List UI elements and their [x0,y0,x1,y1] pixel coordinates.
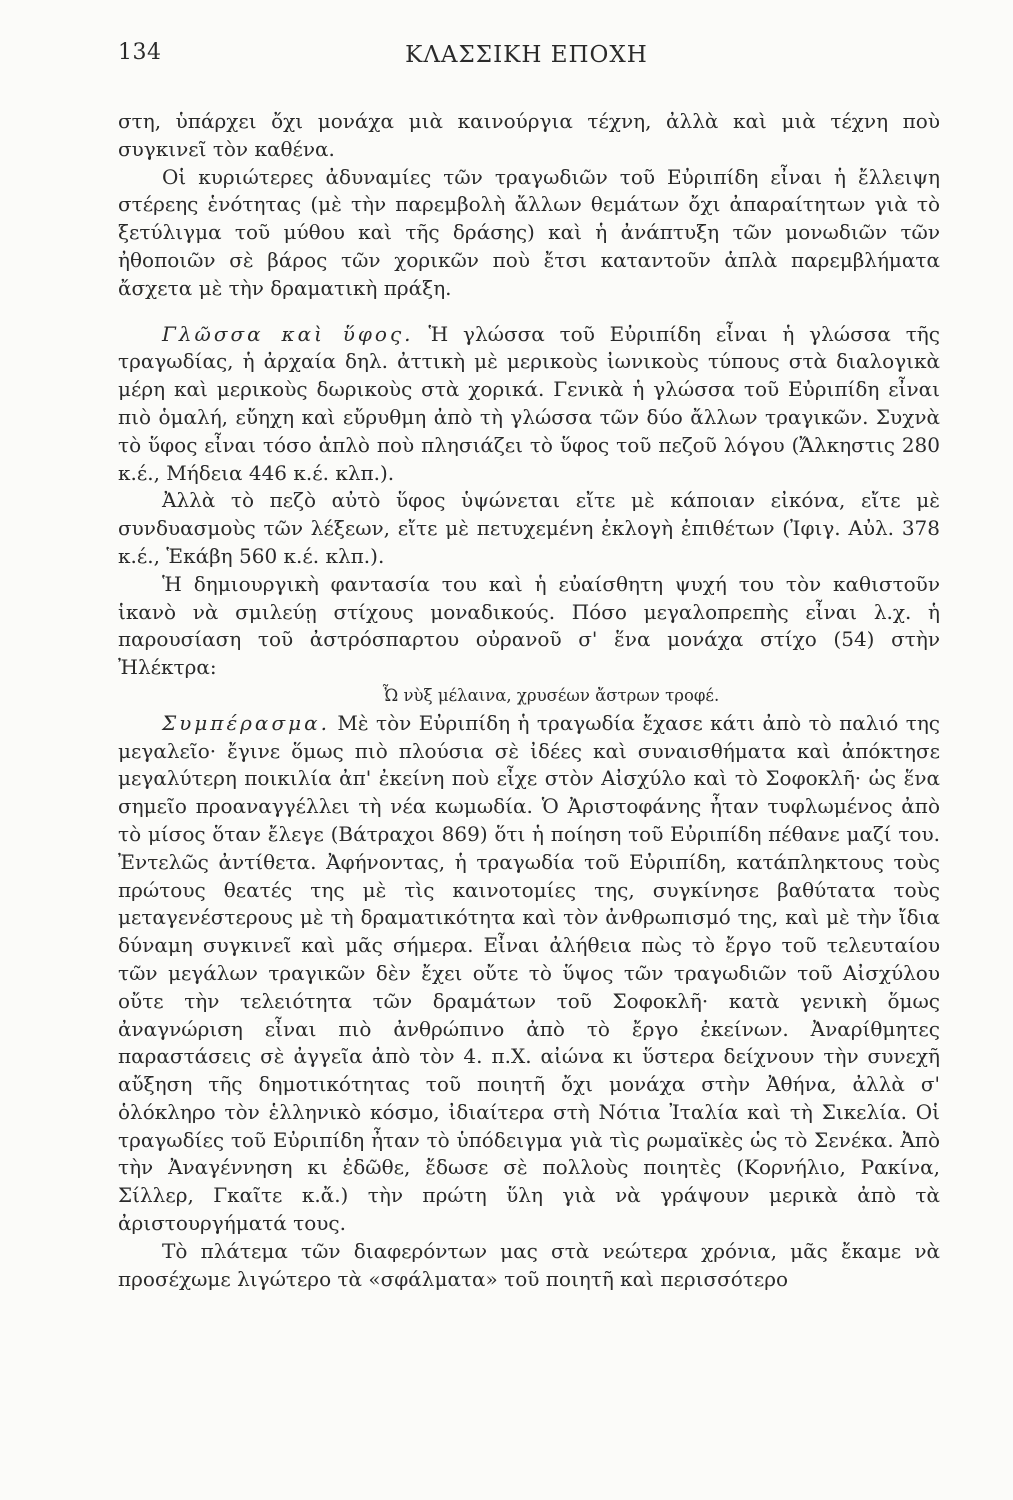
paragraph-elevated-style: Ἀλλὰ τὸ πεζὸ αὐτὸ ὕφος ὑψώνεται εἴτε μὲ κάποιαν εἰκόνα, εἴτε μὲ συνδυασμοὺς τῶν λέξεων, εἴτε μὲ πετυχεμένη ἐκλογὴ ἐπιθέτων (Ἰφιγ. Αὐλ. 378 κ.έ., Ἑκάβη 560 κ.έ. κλπ.). [118,488,940,568]
paragraph-language-style [118,321,940,488]
paragraph-imagination: Ἡ δημιουργικὴ φαντασία του καὶ ἡ εὐαίσθητη ψυχή του τὸν καθιστοῦν ἱκανὸ νὰ σμιλεύῃ στίχους μοναδικούς. Πόσο μεγαλοπρεπὴς εἶναι λ.χ. ἡ παρουσίαση τοῦ ἀστρόσπαρτου οὐρανοῦ σ' ἕνα μονάχα στίχο (54) στὴν Ἠλέκτρα: [118,571,940,680]
paragraph-final: Τὸ πλάτεμα τῶν διαφερόντων μας στὰ νεώτερα χρόνια, μᾶς ἔκαμε νὰ προσέχωμε λιγώτερο τὰ «σφάλματα» τοῦ ποιητῆ καὶ περισσότερο [118,1238,940,1291]
section-heading-conclusion: Συμπέρασμα. [162,710,330,735]
page-number: 134 [118,40,162,65]
running-title: ΚΛΑΣΣΙΚΗ ΕΠΟΧΗ [405,42,648,68]
paragraph-language-text: Ἡ γλώσσα τοῦ Εὐριπίδη εἶναι ἡ γλώσσα τῆς τραγωδίας, ἡ ἀρχαία δηλ. ἀττικὴ μὲ μερικοὺς ἰωνικοὺς τύπους στὰ διαλογικὰ μέρη καὶ μερικοὺς δωρικοὺς στὰ χορικά. Γενικὰ ἡ γλώσσα τοῦ Εὐριπίδη εἶναι πιὸ ὁμαλή, εὔηχη καὶ εὔρυθμη ἀπὸ τὴ γλώσσα τῶν δύο ἄλλων τραγικῶν. Συχνὰ τὸ ὕφος εἶναι τόσο ἁπλὸ ποὺ πλησιάζει τὸ ὕφος τοῦ πεζοῦ λόγου (Ἄλκηστις 280 κ.έ., Μήδεια 446 κ.έ. κλπ.). [118,321,940,485]
verse-quote: Ὦ νὺξ μέλαινα, χρυσέων ἄστρων τροφέ. [382,685,720,705]
paragraph-conclusion-text: Μὲ τὸν Εὐριπίδη ἡ τραγωδία ἔχασε κάτι ἀπὸ τὸ παλιό της μεγαλεῖο· ἔγινε ὅμως πιὸ πλούσια σὲ ἰδέες καὶ συναισθήματα καὶ ἀπόκτησε μεγαλύτερη ποικιλία ἀπ' ἐκείνη ποὺ εἶχε στὸν Αἰσχύλο καὶ τὸ Σοφοκλῆ· ὡς ἕνα σημεῖο προαναγγέλλει τὴ νέα κωμωδία. Ὁ Ἀριστοφάνης ἦταν τυφλωμένος ἀπὸ τὸ μίσος ὅταν ἔλεγε (Βάτραχοι 869) ὅτι ἡ ποίηση τοῦ Εὐριπίδη πέθανε μαζί του. Ἐντελῶς ἀντίθετα. Ἀφήνοντας, ἡ τραγωδία τοῦ Εὐριπίδη, κατάπληκτους τοὺς πρώτους θεατές της μὲ τὶς καινοτομίες της, συγκίνησε βαθύτατα τοὺς μεταγενέστερους μὲ τὴ δραματικότητα καὶ τὸν ἀνθρωπισμό της, καὶ μὲ τὴν ἴδια δύναμη συγκινεῖ καὶ μᾶς σήμερα. Εἶναι ἀλήθεια πὼς τὸ ἔργο τοῦ τελευταίου τῶν μεγάλων τραγικῶν δὲν ἔχει οὔτε τὸ ὕψος τῶν τραγωδιῶν τοῦ Αἰσχύλου οὔτε τὴν τελειότητα τῶν δραμάτων τοῦ Σοφοκλῆ· κατὰ γενικὴ ὅμως ἀναγνώριση εἶναι πιὸ ἀνθρώπινο ἀπὸ τὸ ἔργο ἐκείνων. Ἀναρίθμητες παραστάσεις σὲ ἀγγεῖα ἀπὸ τὸν 4. π.Χ. αἰώνα κι ὕστερα δείχνουν τὴν συνεχῆ αὔξηση τῆς δημοτικότητας τοῦ ποιητῆ ὄχι μονάχα στὴν Ἀθήνα, ἀλλὰ σ' ὁλόκληρο τὸν ἑλληνικὸ κόσμο, ἰδιαίτερα στὴ Νότια Ἰταλία καὶ τὴ Σικελία. Οἱ τραγωδίες τοῦ Εὐριπίδη ἦταν τὸ ὑπόδειγμα γιὰ τὶς ρωμαϊκὲς ὡς τὸ Σενέκα. Ἀπὸ τὴν Ἀναγέννηση κι ἐδῶθε, ἔδωσε σὲ πολλοὺς ποιητὲς (Κορνήλιο, Ρακίνα, Σίλλερ, Γκαῖτε κ.ἄ.) τὴν πρώτη ὕλη γιὰ νὰ γράψουν μερικὰ ἀπὸ τὰ ἀριστουργήματά τους. [118,710,941,1236]
paragraph-conclusion [118,710,940,1238]
paragraph-continued: στη, ὑπάρχει ὄχι μονάχα μιὰ καινούργια τέχνη, ἀλλὰ καὶ μιὰ τέχνη ποὺ συγκινεῖ τὸν καθένα. [118,109,940,161]
paragraph-weaknesses: Οἱ κυριώτερες ἀδυναμίες τῶν τραγωδιῶν τοῦ Εὐριπίδη εἶναι ἡ ἔλλειψη στέρεης ἑνότητας (μὲ τὴν παρεμβολὴ ἄλλων θεμάτων ὄχι ἀπαραίτητων γιὰ τὸ ξετύλιγμα τοῦ μύθου καὶ τῆς δράσης) καὶ ἡ ἀνάπτυξη τῶν μονωδιῶν τῶν ἠθοποιῶν σὲ βάρος τῶν χορικῶν ποὺ ἔτσι καταντοῦν ἁπλὰ παρεμβλήματα ἄσχετα μὲ τὴν δραματικὴ πράξη. [118,164,940,300]
page-body [118,108,940,1293]
section-heading-language: Γλῶσσα καὶ ὕφος. [162,321,414,346]
